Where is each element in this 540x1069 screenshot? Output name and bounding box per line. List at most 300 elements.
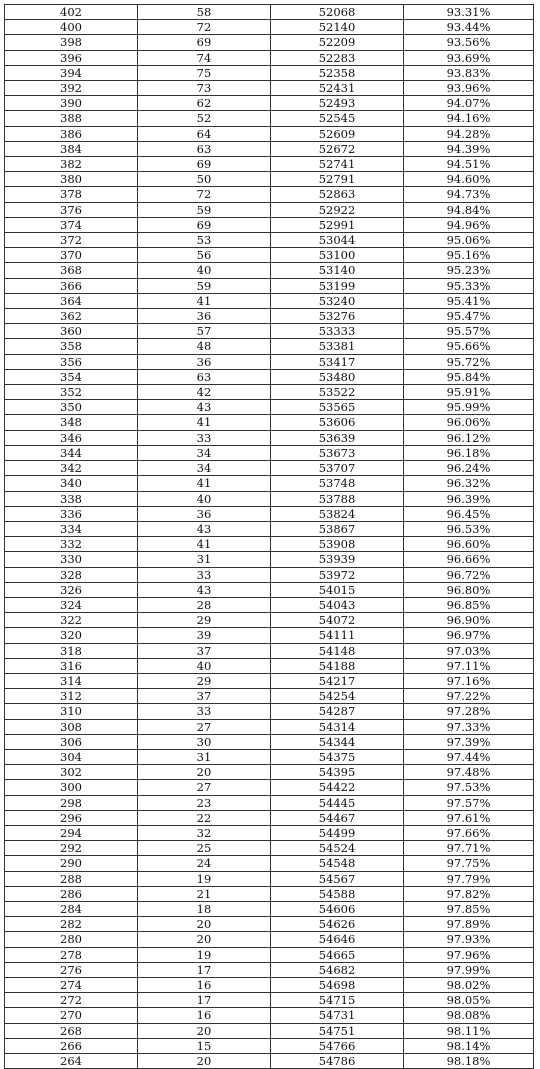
table-row [5, 795, 534, 810]
table-row [5, 917, 534, 932]
table-row [5, 111, 534, 126]
cumulative-count-cell: 54606 [271, 901, 404, 916]
cumulative-percent-cell: 95.23% [404, 263, 534, 278]
count-cell: 41 [138, 476, 271, 491]
cumulative-count-cell: 53673 [271, 445, 404, 460]
score-cell: 322 [5, 613, 138, 628]
cumulative-count-cell: 52609 [271, 126, 404, 141]
count-cell: 43 [138, 521, 271, 536]
cumulative-percent-cell: 96.66% [404, 552, 534, 567]
cumulative-percent-cell: 95.06% [404, 233, 534, 248]
count-cell: 41 [138, 415, 271, 430]
cumulative-percent-cell: 96.18% [404, 445, 534, 460]
cumulative-percent-cell: 98.18% [404, 1054, 534, 1069]
table-row [5, 871, 534, 886]
count-cell: 34 [138, 461, 271, 476]
cumulative-percent-cell: 93.96% [404, 81, 534, 96]
score-cell: 278 [5, 947, 138, 962]
count-cell: 20 [138, 1023, 271, 1038]
table-row [5, 461, 534, 476]
table-row [5, 20, 534, 35]
cumulative-count-cell: 54072 [271, 613, 404, 628]
count-cell: 50 [138, 172, 271, 187]
count-cell: 29 [138, 673, 271, 688]
cumulative-percent-cell: 97.99% [404, 962, 534, 977]
cumulative-count-cell: 52493 [271, 96, 404, 111]
count-cell: 21 [138, 886, 271, 901]
table-row [5, 978, 534, 993]
count-cell: 43 [138, 582, 271, 597]
cumulative-percent-cell: 96.32% [404, 476, 534, 491]
count-cell: 64 [138, 126, 271, 141]
table-row [5, 172, 534, 187]
cumulative-percent-cell: 97.82% [404, 886, 534, 901]
table-row [5, 415, 534, 430]
table-row [5, 1054, 534, 1069]
cumulative-count-cell: 53240 [271, 293, 404, 308]
table-row [5, 430, 534, 445]
cumulative-count-cell: 53939 [271, 552, 404, 567]
score-cell: 350 [5, 400, 138, 415]
score-cell: 390 [5, 96, 138, 111]
score-cell: 318 [5, 643, 138, 658]
cumulative-count-cell: 54111 [271, 628, 404, 643]
cumulative-count-cell: 52140 [271, 20, 404, 35]
table-row [5, 187, 534, 202]
cumulative-percent-cell: 97.57% [404, 795, 534, 810]
cumulative-percent-cell: 95.99% [404, 400, 534, 415]
score-cell: 360 [5, 324, 138, 339]
table-row [5, 886, 534, 901]
count-cell: 28 [138, 597, 271, 612]
count-cell: 57 [138, 324, 271, 339]
count-cell: 69 [138, 35, 271, 50]
cumulative-count-cell: 54217 [271, 673, 404, 688]
count-cell: 58 [138, 5, 271, 20]
cumulative-percent-cell: 95.47% [404, 309, 534, 324]
cumulative-count-cell: 54567 [271, 871, 404, 886]
count-cell: 52 [138, 111, 271, 126]
table-row [5, 658, 534, 673]
count-cell: 31 [138, 552, 271, 567]
table-row [5, 248, 534, 263]
table-row [5, 719, 534, 734]
cumulative-count-cell: 52863 [271, 187, 404, 202]
cumulative-percent-cell: 96.90% [404, 613, 534, 628]
cumulative-percent-cell: 97.89% [404, 917, 534, 932]
count-cell: 59 [138, 278, 271, 293]
cumulative-count-cell: 53199 [271, 278, 404, 293]
score-cell: 382 [5, 157, 138, 172]
table-row [5, 476, 534, 491]
count-cell: 75 [138, 65, 271, 80]
count-cell: 20 [138, 1054, 271, 1069]
count-cell: 23 [138, 795, 271, 810]
table-row [5, 324, 534, 339]
cumulative-percent-cell: 95.33% [404, 278, 534, 293]
table-row [5, 50, 534, 65]
cumulative-count-cell: 53044 [271, 233, 404, 248]
cumulative-count-cell: 54467 [271, 810, 404, 825]
table-row [5, 385, 534, 400]
count-cell: 36 [138, 506, 271, 521]
score-cell: 342 [5, 461, 138, 476]
count-cell: 27 [138, 719, 271, 734]
cumulative-count-cell: 53140 [271, 263, 404, 278]
count-cell: 29 [138, 613, 271, 628]
cumulative-count-cell: 54715 [271, 993, 404, 1008]
cumulative-percent-cell: 97.71% [404, 841, 534, 856]
count-cell: 37 [138, 643, 271, 658]
count-cell: 31 [138, 749, 271, 764]
cumulative-percent-cell: 97.03% [404, 643, 534, 658]
count-cell: 59 [138, 202, 271, 217]
cumulative-percent-cell: 97.79% [404, 871, 534, 886]
cumulative-percent-cell: 93.44% [404, 20, 534, 35]
score-cell: 364 [5, 293, 138, 308]
cumulative-percent-cell: 96.45% [404, 506, 534, 521]
score-cell: 344 [5, 445, 138, 460]
cumulative-count-cell: 53606 [271, 415, 404, 430]
table-row [5, 749, 534, 764]
table-row [5, 506, 534, 521]
count-cell: 39 [138, 628, 271, 643]
score-cell: 376 [5, 202, 138, 217]
count-cell: 20 [138, 932, 271, 947]
cumulative-percent-cell: 95.57% [404, 324, 534, 339]
score-cell: 270 [5, 1008, 138, 1023]
cumulative-percent-cell: 95.66% [404, 339, 534, 354]
table-row [5, 293, 534, 308]
cumulative-count-cell: 53276 [271, 309, 404, 324]
score-distribution-table [4, 4, 534, 1069]
cumulative-count-cell: 54682 [271, 962, 404, 977]
table-row [5, 689, 534, 704]
count-cell: 22 [138, 810, 271, 825]
table-row [5, 810, 534, 825]
score-cell: 368 [5, 263, 138, 278]
count-cell: 53 [138, 233, 271, 248]
score-cell: 310 [5, 704, 138, 719]
cumulative-count-cell: 54395 [271, 765, 404, 780]
score-cell: 306 [5, 734, 138, 749]
cumulative-percent-cell: 98.02% [404, 978, 534, 993]
score-cell: 292 [5, 841, 138, 856]
table-row [5, 233, 534, 248]
score-cell: 304 [5, 749, 138, 764]
score-cell: 286 [5, 886, 138, 901]
cumulative-percent-cell: 97.48% [404, 765, 534, 780]
table-row [5, 582, 534, 597]
score-cell: 340 [5, 476, 138, 491]
table-row [5, 841, 534, 856]
cumulative-count-cell: 54626 [271, 917, 404, 932]
table-row [5, 856, 534, 871]
score-cell: 398 [5, 35, 138, 50]
cumulative-percent-cell: 97.75% [404, 856, 534, 871]
score-cell: 276 [5, 962, 138, 977]
cumulative-count-cell: 52283 [271, 50, 404, 65]
count-cell: 25 [138, 841, 271, 856]
count-cell: 40 [138, 658, 271, 673]
cumulative-count-cell: 52922 [271, 202, 404, 217]
score-cell: 330 [5, 552, 138, 567]
count-cell: 33 [138, 567, 271, 582]
table-row [5, 400, 534, 415]
table-row [5, 552, 534, 567]
cumulative-count-cell: 54786 [271, 1054, 404, 1069]
cumulative-percent-cell: 96.06% [404, 415, 534, 430]
score-cell: 372 [5, 233, 138, 248]
table-row [5, 567, 534, 582]
cumulative-percent-cell: 95.72% [404, 354, 534, 369]
cumulative-count-cell: 52741 [271, 157, 404, 172]
cumulative-percent-cell: 98.05% [404, 993, 534, 1008]
count-cell: 32 [138, 825, 271, 840]
score-cell: 358 [5, 339, 138, 354]
table-row [5, 141, 534, 156]
table-row [5, 947, 534, 962]
cumulative-percent-cell: 97.22% [404, 689, 534, 704]
score-cell: 388 [5, 111, 138, 126]
cumulative-percent-cell: 94.28% [404, 126, 534, 141]
table-row [5, 217, 534, 232]
table-row [5, 613, 534, 628]
count-cell: 74 [138, 50, 271, 65]
cumulative-count-cell: 54499 [271, 825, 404, 840]
cumulative-percent-cell: 97.33% [404, 719, 534, 734]
score-cell: 338 [5, 491, 138, 506]
cumulative-count-cell: 54445 [271, 795, 404, 810]
count-cell: 17 [138, 962, 271, 977]
table-row [5, 597, 534, 612]
score-cell: 300 [5, 780, 138, 795]
table-row [5, 765, 534, 780]
table-row [5, 704, 534, 719]
cumulative-count-cell: 52545 [271, 111, 404, 126]
cumulative-percent-cell: 97.39% [404, 734, 534, 749]
cumulative-count-cell: 54731 [271, 1008, 404, 1023]
cumulative-count-cell: 54698 [271, 978, 404, 993]
cumulative-count-cell: 54043 [271, 597, 404, 612]
cumulative-percent-cell: 96.39% [404, 491, 534, 506]
cumulative-percent-cell: 96.24% [404, 461, 534, 476]
cumulative-count-cell: 54314 [271, 719, 404, 734]
score-cell: 394 [5, 65, 138, 80]
cumulative-count-cell: 54751 [271, 1023, 404, 1038]
score-cell: 268 [5, 1023, 138, 1038]
table-row [5, 278, 534, 293]
cumulative-count-cell: 52791 [271, 172, 404, 187]
cumulative-count-cell: 54148 [271, 643, 404, 658]
count-cell: 19 [138, 947, 271, 962]
cumulative-percent-cell: 97.96% [404, 947, 534, 962]
count-cell: 20 [138, 765, 271, 780]
table-row [5, 673, 534, 688]
count-cell: 63 [138, 369, 271, 384]
cumulative-count-cell: 53824 [271, 506, 404, 521]
cumulative-count-cell: 54015 [271, 582, 404, 597]
cumulative-count-cell: 53480 [271, 369, 404, 384]
score-cell: 396 [5, 50, 138, 65]
score-cell: 392 [5, 81, 138, 96]
count-cell: 72 [138, 20, 271, 35]
count-cell: 16 [138, 1008, 271, 1023]
cumulative-percent-cell: 98.11% [404, 1023, 534, 1038]
cumulative-percent-cell: 94.51% [404, 157, 534, 172]
table-row [5, 202, 534, 217]
cumulative-percent-cell: 97.66% [404, 825, 534, 840]
cumulative-percent-cell: 96.80% [404, 582, 534, 597]
cumulative-count-cell: 53333 [271, 324, 404, 339]
score-cell: 296 [5, 810, 138, 825]
score-cell: 264 [5, 1054, 138, 1069]
cumulative-percent-cell: 94.96% [404, 217, 534, 232]
table-row [5, 65, 534, 80]
cumulative-count-cell: 54344 [271, 734, 404, 749]
cumulative-count-cell: 53707 [271, 461, 404, 476]
table-row [5, 932, 534, 947]
score-cell: 298 [5, 795, 138, 810]
score-cell: 308 [5, 719, 138, 734]
table-row [5, 309, 534, 324]
cumulative-percent-cell: 96.72% [404, 567, 534, 582]
cumulative-count-cell: 54287 [271, 704, 404, 719]
cumulative-percent-cell: 93.31% [404, 5, 534, 20]
cumulative-count-cell: 53639 [271, 430, 404, 445]
count-cell: 36 [138, 354, 271, 369]
count-cell: 73 [138, 81, 271, 96]
score-cell: 336 [5, 506, 138, 521]
score-cell: 400 [5, 20, 138, 35]
cumulative-count-cell: 54646 [271, 932, 404, 947]
table-body [5, 5, 534, 1069]
score-cell: 328 [5, 567, 138, 582]
cumulative-percent-cell: 95.84% [404, 369, 534, 384]
cumulative-count-cell: 52358 [271, 65, 404, 80]
count-cell: 56 [138, 248, 271, 263]
score-cell: 288 [5, 871, 138, 886]
cumulative-count-cell: 53788 [271, 491, 404, 506]
table-row [5, 780, 534, 795]
cumulative-percent-cell: 97.11% [404, 658, 534, 673]
count-cell: 15 [138, 1038, 271, 1053]
count-cell: 20 [138, 917, 271, 932]
table-row [5, 537, 534, 552]
cumulative-percent-cell: 96.12% [404, 430, 534, 445]
cumulative-percent-cell: 97.44% [404, 749, 534, 764]
cumulative-percent-cell: 94.39% [404, 141, 534, 156]
cumulative-count-cell: 54766 [271, 1038, 404, 1053]
table-row [5, 263, 534, 278]
score-cell: 348 [5, 415, 138, 430]
score-cell: 334 [5, 521, 138, 536]
cumulative-percent-cell: 93.56% [404, 35, 534, 50]
cumulative-percent-cell: 96.53% [404, 521, 534, 536]
cumulative-percent-cell: 95.16% [404, 248, 534, 263]
cumulative-count-cell: 54524 [271, 841, 404, 856]
cumulative-percent-cell: 96.60% [404, 537, 534, 552]
count-cell: 63 [138, 141, 271, 156]
cumulative-count-cell: 52209 [271, 35, 404, 50]
score-cell: 284 [5, 901, 138, 916]
count-cell: 40 [138, 263, 271, 278]
table-row [5, 901, 534, 916]
cumulative-count-cell: 53867 [271, 521, 404, 536]
cumulative-count-cell: 54188 [271, 658, 404, 673]
count-cell: 72 [138, 187, 271, 202]
score-cell: 326 [5, 582, 138, 597]
table-row [5, 126, 534, 141]
cumulative-count-cell: 54422 [271, 780, 404, 795]
score-cell: 362 [5, 309, 138, 324]
cumulative-percent-cell: 97.28% [404, 704, 534, 719]
cumulative-percent-cell: 97.61% [404, 810, 534, 825]
cumulative-count-cell: 52068 [271, 5, 404, 20]
count-cell: 18 [138, 901, 271, 916]
table-row [5, 521, 534, 536]
score-cell: 314 [5, 673, 138, 688]
count-cell: 16 [138, 978, 271, 993]
cumulative-count-cell: 53908 [271, 537, 404, 552]
cumulative-percent-cell: 94.16% [404, 111, 534, 126]
cumulative-percent-cell: 98.08% [404, 1008, 534, 1023]
count-cell: 41 [138, 293, 271, 308]
score-cell: 324 [5, 597, 138, 612]
cumulative-percent-cell: 97.16% [404, 673, 534, 688]
score-cell: 266 [5, 1038, 138, 1053]
score-cell: 320 [5, 628, 138, 643]
table-row [5, 643, 534, 658]
table-row [5, 734, 534, 749]
table-row [5, 1023, 534, 1038]
table-row [5, 993, 534, 1008]
count-cell: 34 [138, 445, 271, 460]
cumulative-count-cell: 54254 [271, 689, 404, 704]
cumulative-percent-cell: 94.07% [404, 96, 534, 111]
score-cell: 386 [5, 126, 138, 141]
count-cell: 40 [138, 491, 271, 506]
cumulative-count-cell: 52991 [271, 217, 404, 232]
cumulative-count-cell: 52431 [271, 81, 404, 96]
score-cell: 272 [5, 993, 138, 1008]
count-cell: 17 [138, 993, 271, 1008]
score-cell: 332 [5, 537, 138, 552]
score-cell: 352 [5, 385, 138, 400]
count-cell: 36 [138, 309, 271, 324]
cumulative-percent-cell: 96.85% [404, 597, 534, 612]
cumulative-percent-cell: 93.83% [404, 65, 534, 80]
cumulative-count-cell: 52672 [271, 141, 404, 156]
table-row [5, 962, 534, 977]
table-row [5, 339, 534, 354]
count-cell: 41 [138, 537, 271, 552]
score-cell: 374 [5, 217, 138, 232]
cumulative-count-cell: 53381 [271, 339, 404, 354]
cumulative-percent-cell: 98.14% [404, 1038, 534, 1053]
table-row [5, 81, 534, 96]
score-cell: 316 [5, 658, 138, 673]
cumulative-percent-cell: 94.73% [404, 187, 534, 202]
cumulative-count-cell: 53100 [271, 248, 404, 263]
score-cell: 312 [5, 689, 138, 704]
cumulative-count-cell: 53972 [271, 567, 404, 582]
cumulative-count-cell: 54588 [271, 886, 404, 901]
cumulative-count-cell: 53748 [271, 476, 404, 491]
score-cell: 274 [5, 978, 138, 993]
score-cell: 402 [5, 5, 138, 20]
cumulative-count-cell: 54375 [271, 749, 404, 764]
